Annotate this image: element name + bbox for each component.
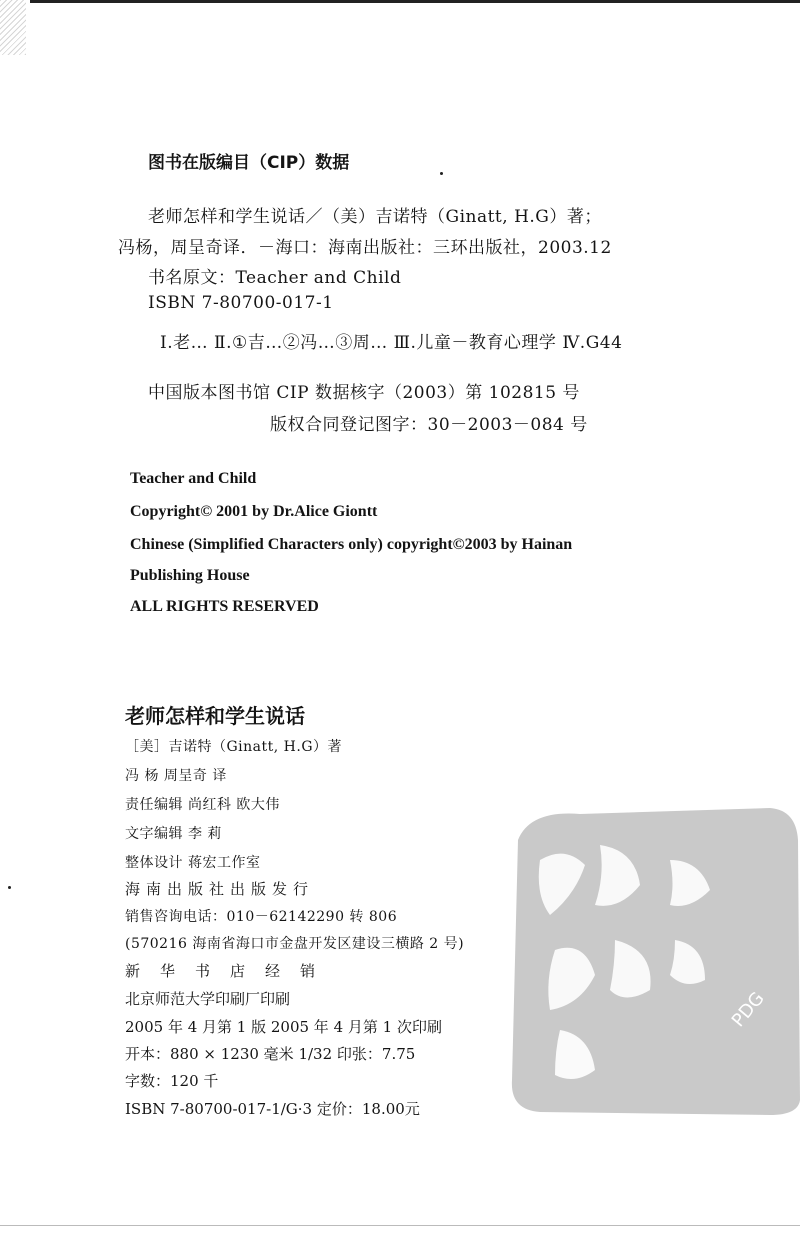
colophon-isbn-price: ISBN 7-80700-017-1/G·3 定价：18.00元 — [125, 1100, 420, 1118]
scan-corner-noise — [0, 0, 26, 55]
cip-line-isbn: ISBN 7-80700-017-1 — [148, 293, 334, 313]
copyright-line-publisher: Publishing House — [130, 567, 250, 584]
colophon-distributor: 新华书店经销 — [125, 962, 336, 980]
scan-top-border — [30, 0, 800, 3]
colophon-text-editor: 文字编辑 李 莉 — [125, 826, 222, 842]
cip-line-original-title: 书名原文：Teacher and Child — [148, 268, 402, 288]
colophon-design: 整体设计 蒋宏工作室 — [125, 855, 261, 871]
scan-bottom-line — [0, 1225, 800, 1226]
cip-line-title: 老师怎样和学生说话／（美）吉诺特（Ginatt, H.G）著； — [148, 207, 602, 227]
colophon-author: ［美］吉诺特（Ginatt, H.G）著 — [125, 739, 343, 755]
colophon-book-title: 老师怎样和学生说话 — [125, 704, 305, 728]
colophon-edition: 2005 年 4 月第 1 版 2005 年 4 月第 1 次印刷 — [125, 1018, 442, 1036]
watermark-logo-text: PDG — [727, 988, 769, 1032]
copyright-line-chinese: Chinese (Simplified Characters only) copyright©2003 by Hainan — [130, 536, 573, 553]
colophon-translators: 冯 杨 周呈奇 译 — [125, 768, 227, 784]
english-title: Teacher and Child — [130, 470, 257, 487]
colophon-publisher: 海南出版社出版发行 — [125, 880, 315, 898]
cip-line-publisher: 冯杨，周呈奇译．－海口：海南出版社：三环出版社，2003.12 — [118, 238, 612, 258]
cip-heading: 图书在版编目（CIP）数据 — [148, 153, 350, 173]
colophon-editor: 责任编辑 尚红科 欧大伟 — [125, 797, 280, 813]
colophon-format: 开本：880 × 1230 毫米 1/32 印张：7.75 — [125, 1045, 416, 1063]
all-rights-reserved: ALL RIGHTS RESERVED — [130, 598, 319, 615]
copyright-line-original: Copyright© 2001 by Dr.Alice Giontt — [130, 503, 378, 520]
scan-speck — [8, 886, 11, 889]
cip-line-classification: Ⅰ.老… Ⅱ.①吉…②冯…③周… Ⅲ.儿童－教育心理学 Ⅳ.G44 — [160, 333, 623, 353]
colophon-address: (570216 海南省海口市金盘开发区建设三横路 2 号) — [125, 936, 465, 952]
colophon-sales-phone: 销售咨询电话：010－62142290 转 806 — [125, 909, 398, 925]
watermark-seal — [500, 800, 800, 1115]
scan-speck — [440, 172, 443, 175]
colophon-printer: 北京师范大学印刷厂印刷 — [125, 990, 291, 1008]
cip-line-cip-number: 中国版本图书馆 CIP 数据核字（2003）第 102815 号 — [148, 383, 580, 403]
colophon-word-count: 字数：120 千 — [125, 1072, 219, 1090]
cip-line-copyright-reg: 版权合同登记图字：30－2003－084 号 — [270, 415, 588, 435]
